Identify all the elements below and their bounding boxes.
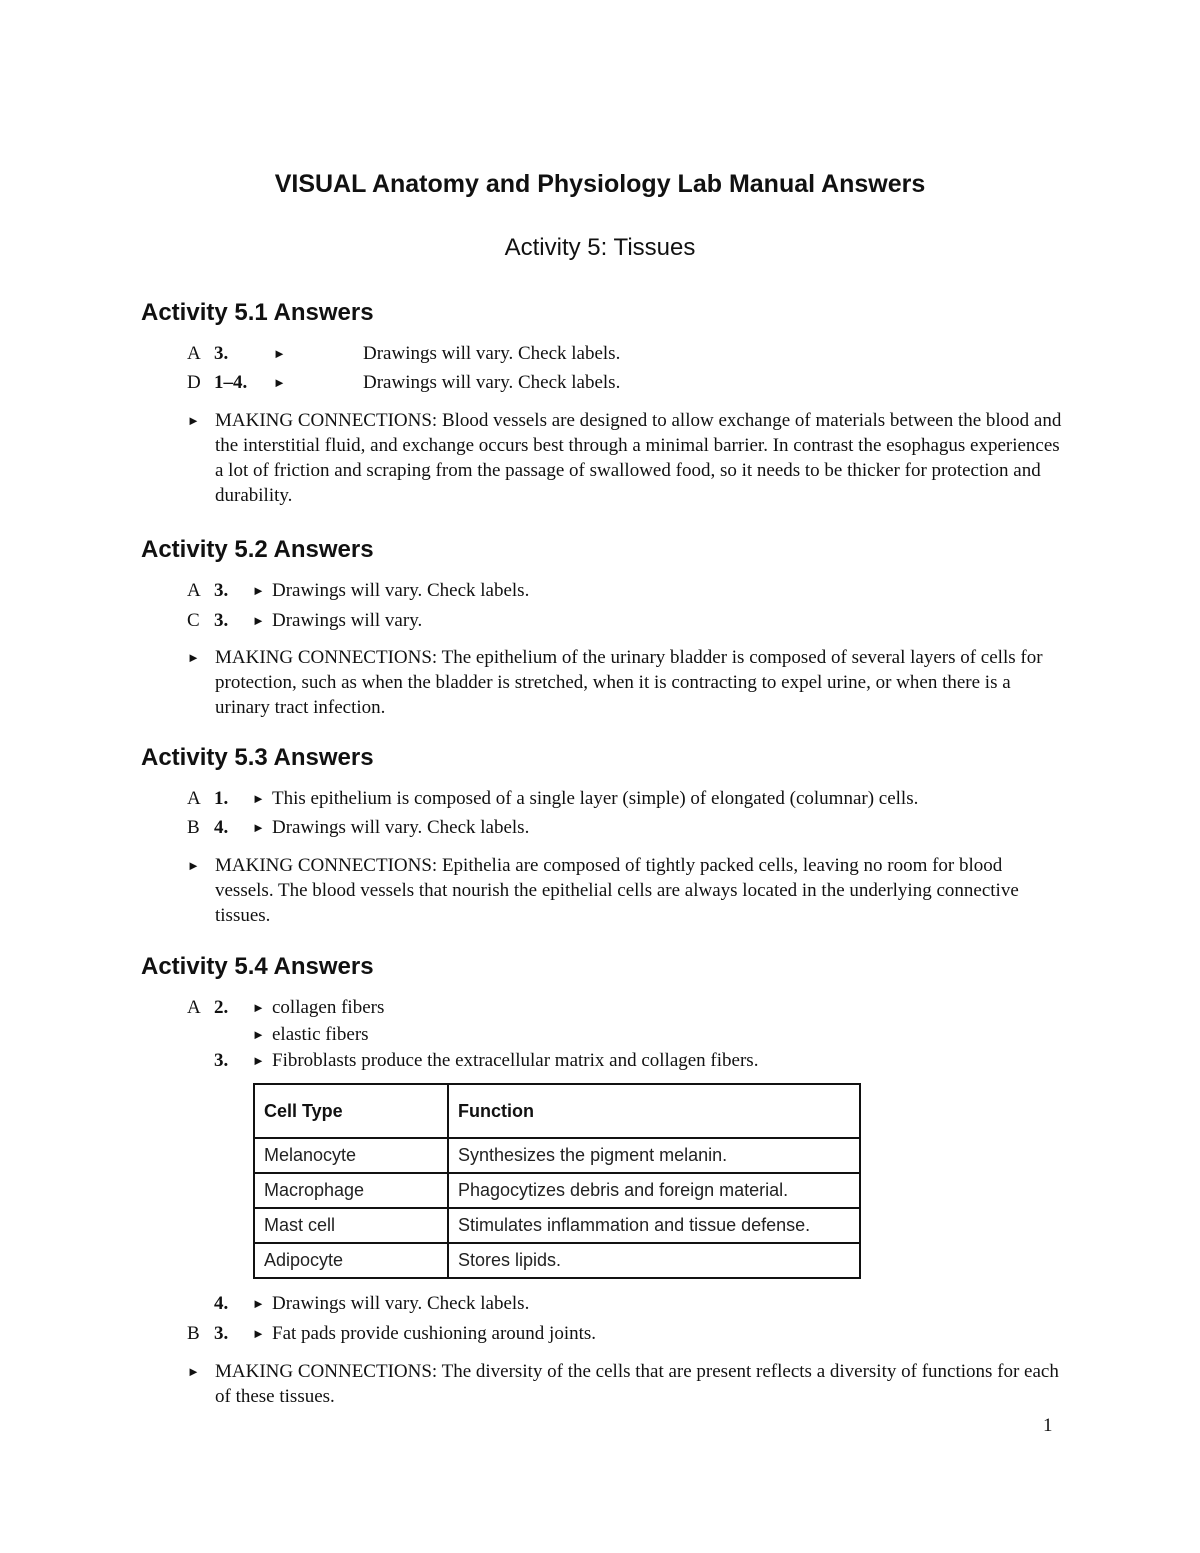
table-row	[254, 1243, 860, 1278]
answer-number: 2.	[214, 997, 229, 1018]
bullet-arrow-icon: ►	[273, 346, 286, 361]
bullet-arrow-icon: ►	[252, 1000, 265, 1015]
table-row	[254, 1138, 860, 1173]
answer-number: 3.	[214, 1050, 229, 1071]
bullet-arrow-icon: ►	[273, 375, 286, 390]
answer-letter: D	[187, 372, 201, 393]
table-row	[254, 1208, 860, 1243]
answer-letter: A	[187, 788, 201, 809]
table-cell: Macrophage	[254, 1173, 448, 1208]
bullet-arrow-icon: ►	[252, 1326, 265, 1341]
answer-text: Drawings will vary.	[272, 610, 423, 631]
bullet-arrow-icon: ►	[252, 820, 265, 835]
answer-letter: B	[187, 817, 200, 838]
answer-text: Drawings will vary. Check labels.	[363, 343, 621, 364]
answer-text: This epithelium is composed of a single layer (simple) of elongated (columnar) cells.	[272, 788, 919, 809]
answer-letter: A	[187, 343, 201, 364]
answer-text: collagen fibers	[272, 997, 385, 1018]
bullet-arrow-icon: ►	[252, 1053, 265, 1068]
answer-text: Drawings will vary. Check labels.	[272, 1293, 530, 1314]
table-cell: Stores lipids.	[448, 1243, 860, 1278]
making-connections-text: MAKING CONNECTIONS: Blood vessels are designed to allow exchange of materials between the blood and the interstitial fluid, and exchange occurs best through a minimal barrier. In contrast the esophagus experiences a lot of friction and scraping from the passage of swallowed food, so it needs to be thicker for protection and durability.	[215, 410, 1062, 506]
table-row	[254, 1173, 860, 1208]
bullet-arrow-icon: ►	[252, 613, 265, 628]
answer-number: 1–4.	[214, 372, 248, 393]
section-heading-5-4: Activity 5.4 Answers	[141, 953, 374, 980]
bullet-arrow-icon: ►	[252, 791, 265, 806]
section-heading-5-1: Activity 5.1 Answers	[141, 299, 374, 326]
answer-number: 3.	[214, 343, 229, 364]
table-cell: Mast cell	[254, 1208, 448, 1243]
answer-number: 4.	[214, 817, 229, 838]
answer-text: Drawings will vary. Check labels.	[272, 580, 530, 601]
document-subtitle: Activity 5: Tissues	[504, 234, 696, 261]
bullet-arrow-icon: ►	[187, 650, 200, 665]
making-connections-text: MAKING CONNECTIONS: The epithelium of the urinary bladder is composed of several layers of cells for protection, such as when the bladder is stretched, when it is contracting to expel urine, or when there is a urinary tract infection.	[215, 647, 1043, 718]
answer-letter: A	[187, 580, 201, 601]
section-heading-5-2: Activity 5.2 Answers	[141, 536, 374, 563]
bullet-arrow-icon: ►	[187, 858, 200, 873]
answer-number: 1.	[214, 788, 229, 809]
answer-number: 4.	[214, 1293, 229, 1314]
answer-text: Fat pads provide cushioning around joints.	[272, 1323, 597, 1344]
answer-number: 3.	[214, 610, 229, 631]
table-header-cell: Function	[448, 1084, 860, 1138]
answer-number: 3.	[214, 580, 229, 601]
making-connections-text: MAKING CONNECTIONS: The diversity of the cells that are present reflects a diversity of functions for each of these tissues.	[215, 1361, 1059, 1407]
bullet-arrow-icon: ►	[187, 1364, 200, 1379]
bullet-arrow-icon: ►	[252, 1296, 265, 1311]
section-heading-5-3: Activity 5.3 Answers	[141, 744, 374, 771]
answer-letter: C	[187, 610, 200, 631]
table-header-row	[254, 1084, 860, 1138]
answer-letter: A	[187, 997, 201, 1018]
answer-letter: B	[187, 1323, 200, 1344]
bullet-arrow-icon: ►	[187, 413, 200, 428]
table-cell: Adipocyte	[254, 1243, 448, 1278]
answer-text: Drawings will vary. Check labels.	[363, 372, 621, 393]
answer-number: 3.	[214, 1323, 229, 1344]
table-cell: Stimulates inflammation and tissue defense.	[448, 1208, 860, 1243]
bullet-arrow-icon: ►	[252, 1027, 265, 1042]
page-number: 1	[1043, 1415, 1053, 1436]
making-connections-text: MAKING CONNECTIONS: Epithelia are composed of tightly packed cells, leaving no room for blood vessels. The blood vessels that nourish the epithelial cells are always located in the underlying connective tissues.	[215, 855, 1019, 926]
answer-text: Fibroblasts produce the extracellular matrix and collagen fibers.	[272, 1050, 759, 1071]
answer-text: elastic fibers	[272, 1024, 369, 1045]
cell-type-table	[253, 1083, 861, 1279]
answer-text: Drawings will vary. Check labels.	[272, 817, 530, 838]
bullet-arrow-icon: ►	[252, 583, 265, 598]
table-header-cell: Cell Type	[254, 1084, 448, 1138]
table-cell: Synthesizes the pigment melanin.	[448, 1138, 860, 1173]
table-cell: Melanocyte	[254, 1138, 448, 1173]
document-title: VISUAL Anatomy and Physiology Lab Manual Answers	[274, 170, 926, 198]
table-cell: Phagocytizes debris and foreign material.	[448, 1173, 860, 1208]
